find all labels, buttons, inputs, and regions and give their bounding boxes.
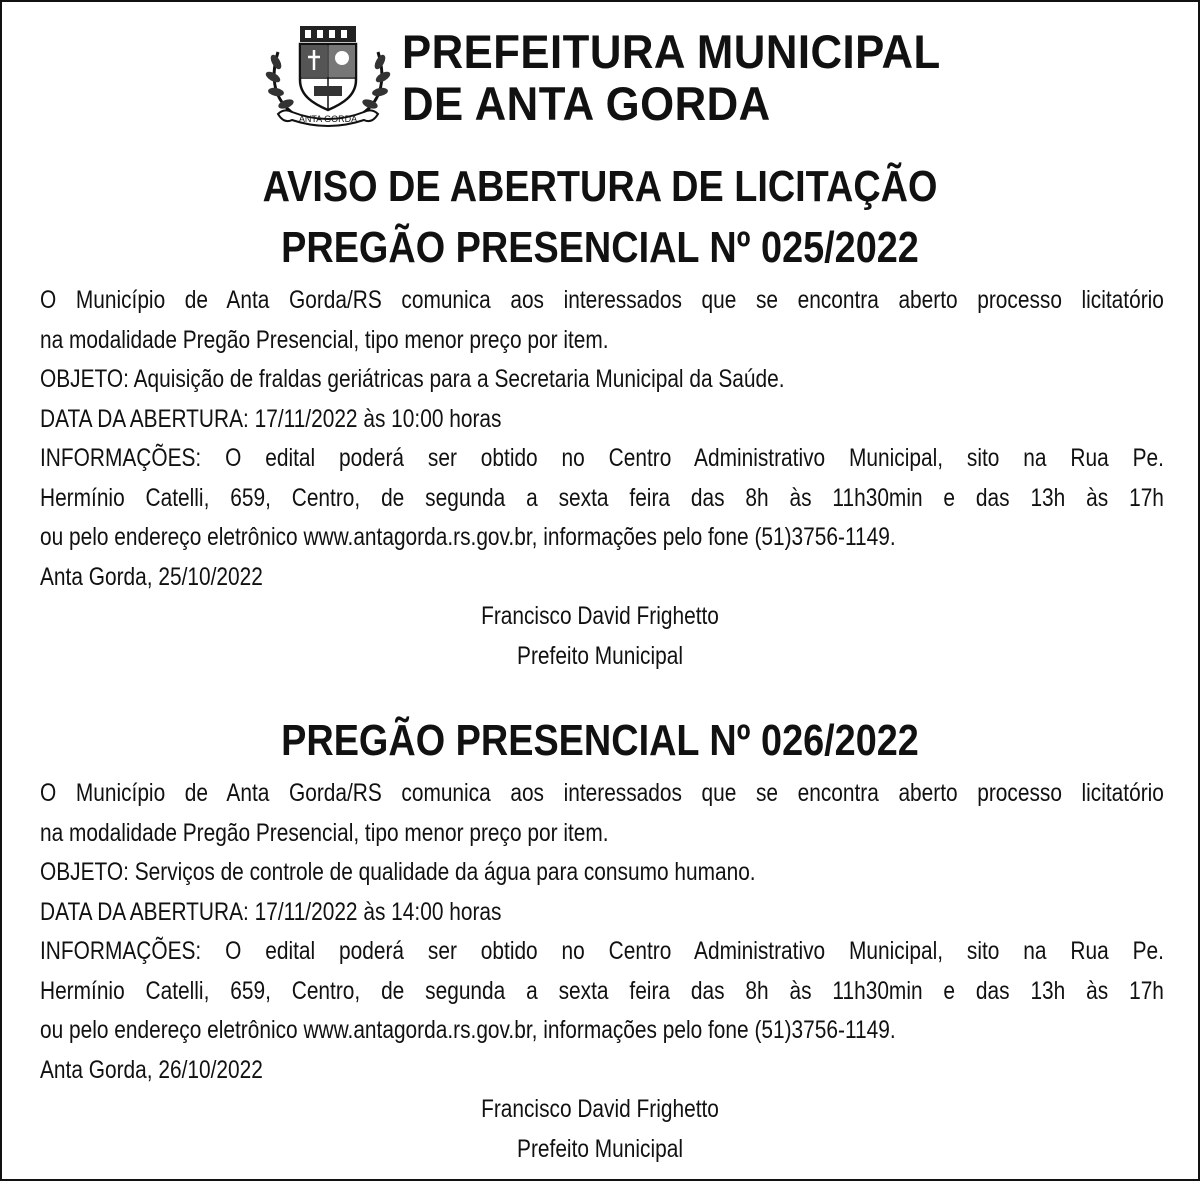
notice2-info-line2: Hermínio Catelli, 659, Centro, de segunda a sexta feira das 8h às 11h30min e das 13h às 17h: [40, 976, 1164, 1005]
notice1-signer-name: Francisco David Frighetto: [481, 602, 719, 630]
notice1-place-date: Anta Gorda, 25/10/2022: [40, 562, 263, 591]
notice2-signature: [2, 1090, 1198, 1169]
notice2-info-line1: INFORMAÇÕES: O edital poderá ser obtido no Centro Administrativo Municipal, sito na Rua Pe.: [40, 937, 1164, 965]
notice2-info-line3: ou pelo endereço eletrônico www.antagorda.rs.gov.br, informações pelo fone (51)3756-1149.: [40, 1016, 896, 1044]
header: [264, 22, 1024, 140]
notice2-objeto: OBJETO: Serviços de controle de qualidade da água para consumo humano.: [40, 858, 756, 886]
notice2-data-abertura: DATA DA ABERTURA: 17/11/2022 às 14:00 horas: [40, 897, 502, 926]
notice1-body: [40, 281, 1164, 597]
notice2-body: [40, 774, 1164, 1090]
notice1-objeto: OBJETO: Aquisição de fraldas geriátricas para a Secretaria Municipal da Saúde.: [40, 365, 785, 393]
org-title: [402, 26, 941, 130]
notice2-signer-name: Francisco David Frighetto: [481, 1095, 719, 1123]
notice1-info-line1: INFORMAÇÕES: O edital poderá ser obtido no Centro Administrativo Municipal, sito na Rua Pe.: [40, 444, 1164, 472]
notice1-intro-line2: na modalidade Pregão Presencial, tipo menor preço por item.: [40, 325, 609, 354]
org-title-line1: PREFEITURA MUNICIPAL: [402, 25, 941, 78]
notice2-place-date: Anta Gorda, 26/10/2022: [40, 1055, 263, 1084]
notice1-signature: [2, 597, 1198, 676]
coat-of-arms-icon: [264, 22, 392, 132]
org-title-line2: DE ANTA GORDA: [402, 77, 771, 130]
notice2-heading: PREGÃO PRESENCIAL Nº 026/2022: [281, 716, 919, 765]
notice1-info-line2: Hermínio Catelli, 659, Centro, de segunda a sexta feira das 8h às 11h30min e das 13h às 17h: [40, 483, 1164, 512]
notice1-info-line3: ou pelo endereço eletrônico www.antagorda.rs.gov.br, informações pelo fone (51)3756-1149.: [40, 523, 896, 551]
notice1-heading-line1: AVISO DE ABERTURA DE LICITAÇÃO: [262, 162, 938, 211]
notice1-signer-title: Prefeito Municipal: [517, 641, 683, 670]
notice1-intro-line1: O Município de Anta Gorda/RS comunica aos interessados que se encontra aberto processo licitatório: [40, 286, 1164, 314]
svg-text:ANTA GORDA: ANTA GORDA: [298, 114, 358, 124]
notice2-intro-line1: O Município de Anta Gorda/RS comunica aos interessados que se encontra aberto processo licitatório: [40, 779, 1164, 807]
notice2-intro-line2: na modalidade Pregão Presencial, tipo menor preço por item.: [40, 818, 609, 847]
notice1-data-abertura: DATA DA ABERTURA: 17/11/2022 às 10:00 horas: [40, 404, 502, 433]
notice2-signer-title: Prefeito Municipal: [517, 1134, 683, 1163]
notice1-heading-line2: PREGÃO PRESENCIAL Nº 025/2022: [281, 223, 919, 272]
